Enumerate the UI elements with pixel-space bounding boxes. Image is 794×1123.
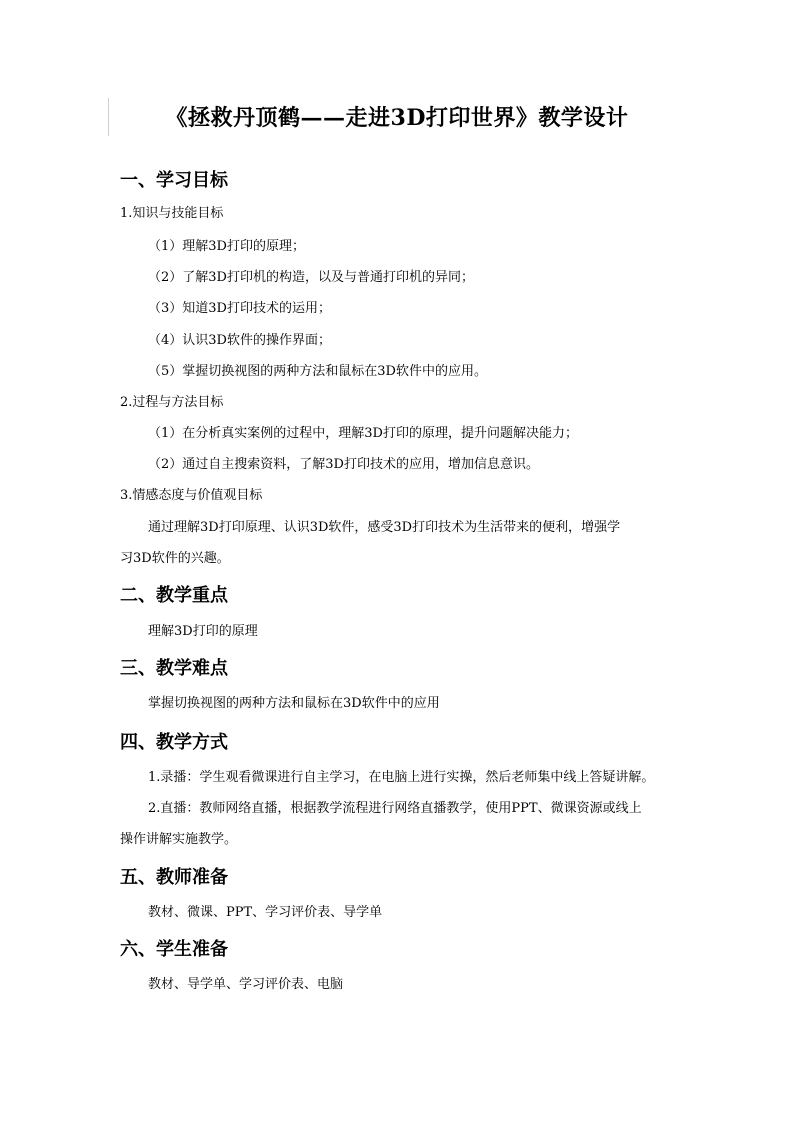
method-line: 2.直播：教师网络直播，根据教学流程进行网络直播教学，使用PPT、微课资源或线上 — [148, 801, 642, 816]
objective-item: （1）理解3D打印的原理； — [148, 239, 305, 254]
objective-item: （4）认识3D软件的操作界面； — [148, 333, 331, 348]
document-title: 《拯救丹顶鹤——走进3D打印世界》教学设计 — [165, 105, 629, 131]
objective-item: （2）通过自主搜索资料，了解3D打印技术的应用，增加信息意识。 — [148, 457, 539, 472]
section-heading-objectives: 一、学习目标 — [120, 170, 228, 191]
section-heading-student-prep: 六、学生准备 — [120, 939, 228, 960]
method-line: 操作讲解实施教学。 — [120, 832, 238, 847]
section-heading-methods: 四、教学方式 — [120, 732, 228, 753]
section-heading-teacher-prep: 五、教师准备 — [120, 867, 228, 888]
section-body: 理解3D打印的原理 — [148, 624, 258, 639]
method-line: 1.录播：学生观看微课进行自主学习，在电脑上进行实操，然后老师集中线上答疑讲解。 — [148, 770, 655, 785]
objective-item: （1）在分析真实案例的过程中，理解3D打印的原理，提升问题解决能力； — [148, 426, 578, 441]
objective-item: （2）了解3D打印机的构造，以及与普通打印机的异同； — [148, 270, 474, 285]
objective-group-label: 1.知识与技能目标 — [120, 206, 224, 221]
objective-item: （5）掌握切换视图的两种方法和鼠标在3D软件中的应用。 — [148, 364, 487, 379]
objective-paragraph-line: 通过理解3D打印原理、认识3D软件，感受3D打印技术为生活带来的便利，增强学 — [148, 520, 621, 535]
section-body: 掌握切换视图的两种方法和鼠标在3D软件中的应用 — [148, 696, 440, 711]
objective-paragraph-line: 习3D软件的兴趣。 — [120, 551, 230, 566]
objective-group-label: 3.情感态度与价值观目标 — [120, 488, 263, 503]
section-heading-key-points: 二、教学重点 — [120, 585, 228, 606]
section-body: 教材、微课、PPT、学习评价表、导学单 — [148, 905, 383, 920]
section-heading-difficulties: 三、教学难点 — [120, 658, 228, 679]
objective-item: （3）知道3D打印技术的运用； — [148, 301, 331, 316]
objective-group-label: 2.过程与方法目标 — [120, 395, 224, 410]
section-body: 教材、导学单、学习评价表、电脑 — [148, 977, 344, 992]
